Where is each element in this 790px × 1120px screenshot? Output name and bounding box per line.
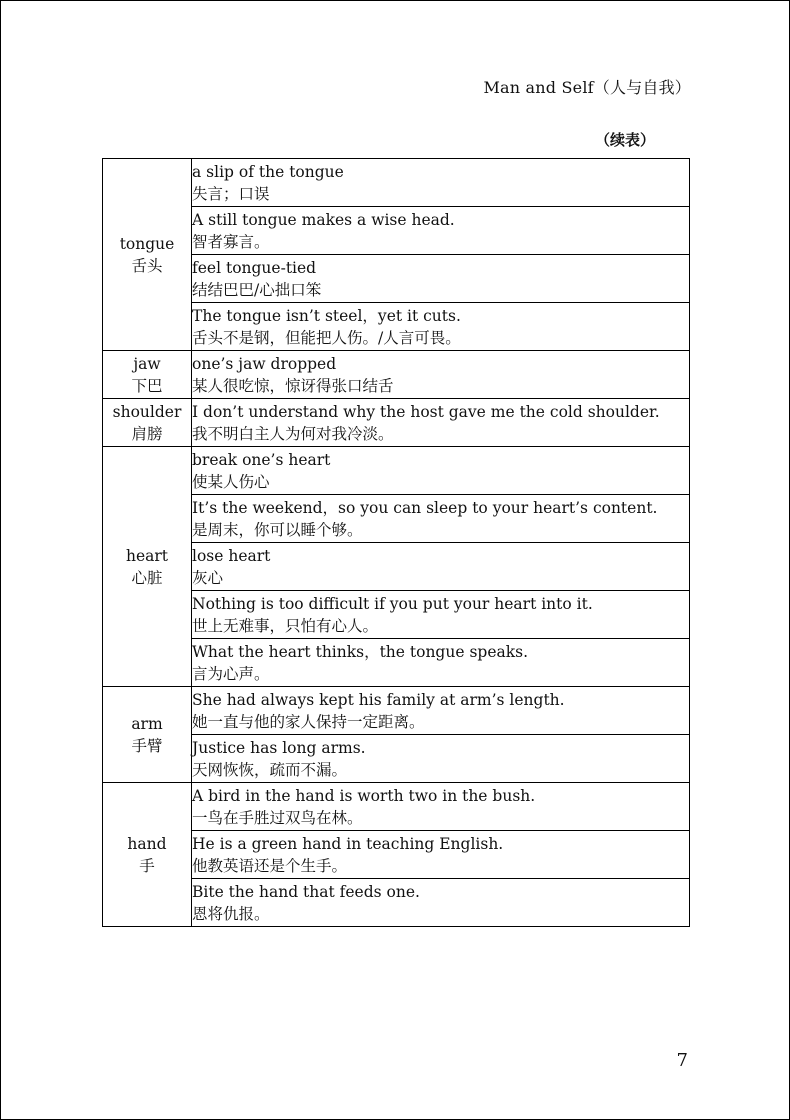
phrase-cell [192, 255, 690, 303]
body-part-english: jaw [133, 354, 161, 373]
phrase-english: I don’t understand why the host gave me the cold shoulder. [192, 402, 660, 421]
table-row [103, 207, 690, 255]
table-row [103, 447, 690, 495]
body-part-chinese: 肩膀 [131, 424, 163, 443]
body-part-chinese: 手臂 [131, 736, 163, 755]
phrase-english: Justice has long arms. [192, 738, 366, 757]
body-part-english: shoulder [112, 402, 182, 421]
phrase-chinese: 世上无难事，只怕有心人。 [192, 616, 379, 635]
phrase-chinese: 一鸟在手胜过双鸟在林。 [192, 808, 363, 827]
phrase-cell [192, 399, 690, 447]
table-row [103, 591, 690, 639]
body-part-english: tongue [119, 234, 175, 253]
phrase-english: Bite the hand that feeds one. [192, 882, 420, 901]
body-part-cell [103, 159, 192, 351]
table-row [103, 495, 690, 543]
phrase-chinese: 结结巴巴/心拙口笨 [192, 280, 322, 299]
phrase-chinese: 舌头不是钢，但能把人伤。/人言可畏。 [192, 328, 461, 347]
phrase-cell [192, 303, 690, 351]
table-row [103, 687, 690, 735]
phrase-cell [192, 207, 690, 255]
phrase-english: lose heart [192, 546, 271, 565]
body-part-cell [103, 447, 192, 687]
phrase-chinese: 恩将仇报。 [192, 904, 270, 923]
phrase-chinese: 天网恢恢，疏而不漏。 [192, 760, 348, 779]
phrase-cell [192, 879, 690, 927]
table-row [103, 399, 690, 447]
phrase-cell [192, 447, 690, 495]
phrase-english: The tongue isn’t steel，yet it cuts. [192, 306, 461, 325]
body-part-cell [103, 687, 192, 783]
body-part-english: heart [125, 546, 169, 565]
phrase-chinese: 某人很吃惊，惊讶得张口结舌 [192, 376, 394, 395]
phrase-english: feel tongue-tied [192, 258, 317, 277]
body-part-cell [103, 351, 192, 399]
phrase-english: It’s the weekend，so you can sleep to your heart’s content. [192, 498, 658, 517]
table-row [103, 879, 690, 927]
phrase-chinese: 是周末，你可以睡个够。 [192, 520, 363, 539]
phrase-english: A still tongue makes a wise head. [192, 210, 455, 229]
phrase-cell [192, 351, 690, 399]
table-row [103, 543, 690, 591]
phrase-chinese: 使某人伤心 [192, 472, 270, 491]
body-part-english: arm [131, 714, 163, 733]
table-row [103, 351, 690, 399]
table-row [103, 639, 690, 687]
phrase-cell [192, 735, 690, 783]
body-part-english: hand [127, 834, 167, 853]
phrase-english: He is a green hand in teaching English. [192, 834, 504, 853]
body-part-chinese: 心脏 [131, 568, 163, 587]
phrase-cell [192, 639, 690, 687]
phrase-cell [192, 591, 690, 639]
table-row [103, 735, 690, 783]
body-part-chinese: 下巴 [131, 376, 163, 395]
phrase-english: Nothing is too difficult if you put your heart into it. [192, 594, 593, 613]
phrase-english: A bird in the hand is worth two in the bush. [192, 786, 536, 805]
body-part-chinese: 舌头 [131, 256, 163, 275]
phrase-cell [192, 687, 690, 735]
phrase-english: break one’s heart [192, 450, 331, 469]
body-part-cell [103, 399, 192, 447]
phrase-chinese: 智者寡言。 [192, 232, 270, 251]
table-row [103, 159, 690, 207]
phrase-cell [192, 159, 690, 207]
table-row [103, 255, 690, 303]
phrase-chinese: 她一直与他的家人保持一定距离。 [192, 712, 425, 731]
phrase-chinese: 言为心声。 [192, 664, 270, 683]
phrase-chinese: 我不明白主人为何对我冷淡。 [192, 424, 394, 443]
table-row [103, 783, 690, 831]
table-row [103, 831, 690, 879]
phrase-cell [192, 831, 690, 879]
table-row [103, 303, 690, 351]
phrase-english: a slip of the tongue [192, 162, 344, 181]
phrase-chinese: 灰心 [192, 568, 224, 587]
page-number: 7 [676, 1050, 688, 1071]
body-part-cell [103, 783, 192, 927]
phrase-english: one’s jaw dropped [192, 354, 337, 373]
phrase-english: What the heart thinks，the tongue speaks. [192, 642, 529, 661]
phrase-cell [192, 783, 690, 831]
phrase-chinese: 失言；口误 [192, 184, 270, 203]
running-head: Man and Self（人与自我） [483, 78, 691, 97]
phrase-cell [192, 495, 690, 543]
phrase-english: She had always kept his family at arm’s length. [192, 690, 565, 709]
table-continued-caption: （续表） [594, 131, 655, 149]
body-part-idioms-table [102, 158, 690, 927]
phrase-chinese: 他教英语还是个生手。 [192, 856, 348, 875]
phrase-cell [192, 543, 690, 591]
body-part-chinese: 手 [139, 856, 155, 875]
